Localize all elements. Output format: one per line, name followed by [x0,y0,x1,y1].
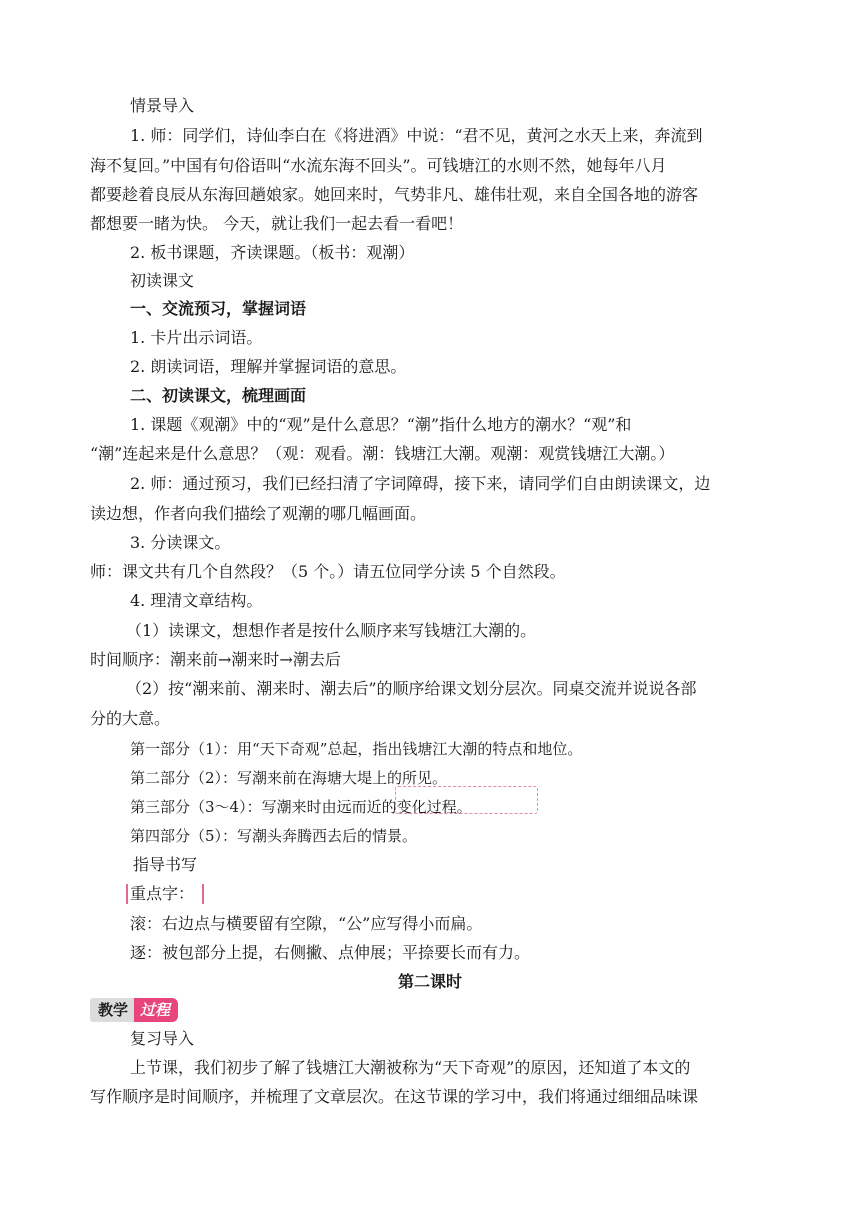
structure-part-2: 第二部分（2）：写潮来前在海塘大堤上的所见。 [130,769,448,787]
paragraph-line: 2. 师：通过预习，我们已经扫清了字词障碍，接下来，请同学们自由朗读课文，边 [130,474,711,493]
paragraph-line: 1. 师：同学们，诗仙李白在《将进酒》中说：“君不见，黄河之水天上来，奔流到 [130,126,703,145]
paragraph-line: 2. 板书课题，齐读课题。（板书：观潮） [130,243,415,262]
paragraph-line: 1. 卡片出示词语。 [130,328,263,347]
paragraph-line: 师：课文共有几个自然段？（5 个。）请五位同学分读 5 个自然段。 [90,562,566,581]
structure-part-3: 第三部分（3～4）：写潮来时由远而近的变化过程。 [130,798,472,816]
paragraph-line: 2. 朗读词语，理解并掌握词语的意思。 [130,357,407,376]
paragraph-line: 都想要一睹为快。 今天，就让我们一起去看一看吧！ [90,214,464,233]
section-heading-writing-guide: 指导书写 [133,855,198,874]
subheading-sort-scenes: 二、初读课文，梳理画面 [130,386,307,405]
paragraph-line: 海不复回。”中国有句俗语叫“水流东海不回头”。可钱塘江的水则不然，她每年八月 [90,156,667,175]
section-heading-scene-intro: 情景导入 [130,96,195,115]
paragraph-line: 1. 课题《观潮》中的“观”是什么意思？“潮”指什么地方的潮水？“观”和 [130,415,632,434]
subheading-vocabulary: 一、交流预习，掌握词语 [130,299,307,318]
key-char-bracket-right [202,884,204,904]
paragraph-line: “潮”连起来是什么意思？（观：观看。潮：钱塘江大潮。观潮：观赏钱塘江大潮。） [90,444,675,463]
writing-note-gun: 滚：右边点与横要留有空隙，“公”应写得小而扁。 [130,914,483,933]
paragraph-line: 都要趁着良辰从东海回趟娘家。她回来时，气势非凡、雄伟壮观，来自全国各地的游客 [90,185,699,204]
key-characters-label: 重点字： [130,884,195,903]
teaching-process-badge [90,998,178,1022]
lesson-title-second: 第二课时 [397,972,462,991]
structure-part-4: 第四部分（5）：写潮头奔腾西去后的情景。 [130,827,418,845]
writing-note-zhu: 逐：被包部分上提，右侧撇、点伸展；平捺要长而有力。 [130,943,531,962]
badge-label-process: 过程 [134,998,178,1022]
paragraph-line: 3. 分读课文。 [130,533,231,552]
paragraph-line: 时间顺序：潮来前→潮来时→潮去后 [90,650,341,669]
paragraph-line: 上节课，我们初步了解了钱塘江大潮被称为“天下奇观”的原因，还知道了本文的 [130,1058,691,1077]
paragraph-line: 分的大意。 [90,709,171,728]
section-heading-first-reading: 初读课文 [130,271,195,290]
paragraph-line: 写作顺序是时间顺序，并梳理了文章层次。在这节课的学习中，我们将通过细细品味课 [90,1087,699,1106]
highlight-dashed-box [395,786,538,814]
paragraph-line: （1）读课文，想想作者是按什么顺序来写钱塘江大潮的。 [126,621,537,640]
key-char-bracket-left [126,884,128,904]
badge-label-teaching: 教学 [90,998,134,1022]
paragraph-line: 读边想，作者向我们描绘了观潮的哪几幅画面。 [90,504,427,523]
paragraph-line: （2）按“潮来前、潮来时、潮去后”的顺序给课文划分层次。同桌交流并说说各部 [126,679,697,698]
structure-part-1: 第一部分（1）：用“天下奇观”总起，指出钱塘江大潮的特点和地位。 [130,740,583,758]
paragraph-line: 4. 理清文章结构。 [130,591,263,610]
section-heading-review: 复习导入 [130,1029,195,1048]
